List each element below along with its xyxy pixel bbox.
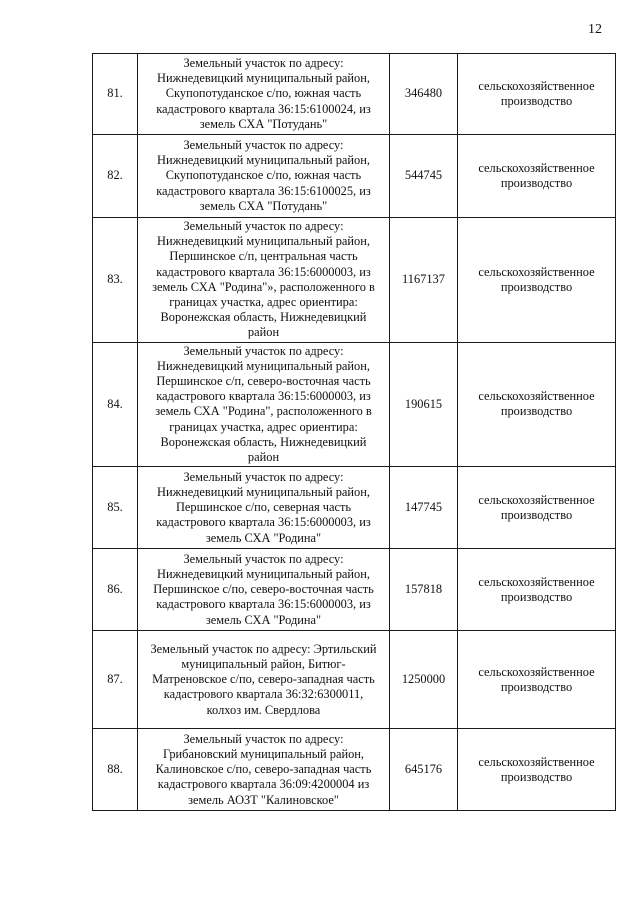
row-number: 84. [93, 342, 138, 467]
table-row [93, 467, 616, 549]
plot-description: Земельный участок по адресу: Нижнедевицкий муниципальный район, Першинское с/п, северо-восточная часть кадастрового квартала 36:15:6000003, из земель СХА "Родина", расположенного в границах участка, адрес ориентира: Воронежская область, Нижнедевицкий район [138, 342, 390, 467]
plot-description: Земельный участок по адресу: Нижнедевицкий муниципальный район, Скупопотуданское с/по, южная часть кадастрового квартала 36:15:6100025, из земель СХА "Потудань" [138, 135, 390, 218]
plot-description: Земельный участок по адресу: Нижнедевицкий муниципальный район, Першинское с/п, центральная часть кадастрового квартала 36:15:6000003, из земель СХА "Родина"», расположенного в границах участка, адрес ориентира: Воронежская область, Нижнедевицкий район [138, 218, 390, 343]
row-number: 88. [93, 729, 138, 811]
plot-description: Земельный участок по адресу: Нижнедевицкий муниципальный район, Першинское с/по, северо-восточная часть кадастрового квартала 36:15:6000003, из земель СХА "Родина" [138, 549, 390, 631]
table-row [93, 549, 616, 631]
row-number: 86. [93, 549, 138, 631]
plot-description: Земельный участок по адресу: Нижнедевицкий муниципальный район, Скупопотуданское с/по, южная часть кадастрового квартала 36:15:6100024, из земель СХА "Потудань" [138, 54, 390, 135]
plot-use: сельскохозяйственное производство [458, 342, 616, 467]
plot-area: 157818 [390, 549, 458, 631]
table-row [93, 729, 616, 811]
plot-use: сельскохозяйственное производство [458, 549, 616, 631]
table-row [93, 631, 616, 729]
plot-use: сельскохозяйственное производство [458, 135, 616, 218]
plot-area: 645176 [390, 729, 458, 811]
plot-area: 147745 [390, 467, 458, 549]
plot-use: сельскохозяйственное производство [458, 54, 616, 135]
plot-use: сельскохозяйственное производство [458, 218, 616, 343]
row-number: 85. [93, 467, 138, 549]
plot-area: 1167137 [390, 218, 458, 343]
plot-description: Земельный участок по адресу: Эртильский муниципальный район, Битюг- Матреновское с/по, северо-западная часть кадастрового квартала 36:32:6300011, колхоз им. Свердлова [138, 631, 390, 729]
row-number: 87. [93, 631, 138, 729]
page-number: 12 [588, 22, 602, 37]
plot-area: 346480 [390, 54, 458, 135]
plot-use: сельскохозяйственное производство [458, 631, 616, 729]
plot-use: сельскохозяйственное производство [458, 467, 616, 549]
table-row [93, 218, 616, 343]
table-row [93, 54, 616, 135]
table-row [93, 342, 616, 467]
plot-description: Земельный участок по адресу: Нижнедевицкий муниципальный район, Першинское с/по, северная часть кадастрового квартала 36:15:6000003, из земель СХА "Родина" [138, 467, 390, 549]
plot-description: Земельный участок по адресу: Грибановский муниципальный район, Калиновское с/по, северо-западная часть кадастрового квартала 36:09:4200004 из земель АОЗТ "Калиновское" [138, 729, 390, 811]
row-number: 83. [93, 218, 138, 343]
plot-use: сельскохозяйственное производство [458, 729, 616, 811]
plot-area: 1250000 [390, 631, 458, 729]
plot-area: 544745 [390, 135, 458, 218]
plot-area: 190615 [390, 342, 458, 467]
row-number: 81. [93, 54, 138, 135]
table-row [93, 135, 616, 218]
land-plot-table [92, 53, 616, 811]
row-number: 82. [93, 135, 138, 218]
